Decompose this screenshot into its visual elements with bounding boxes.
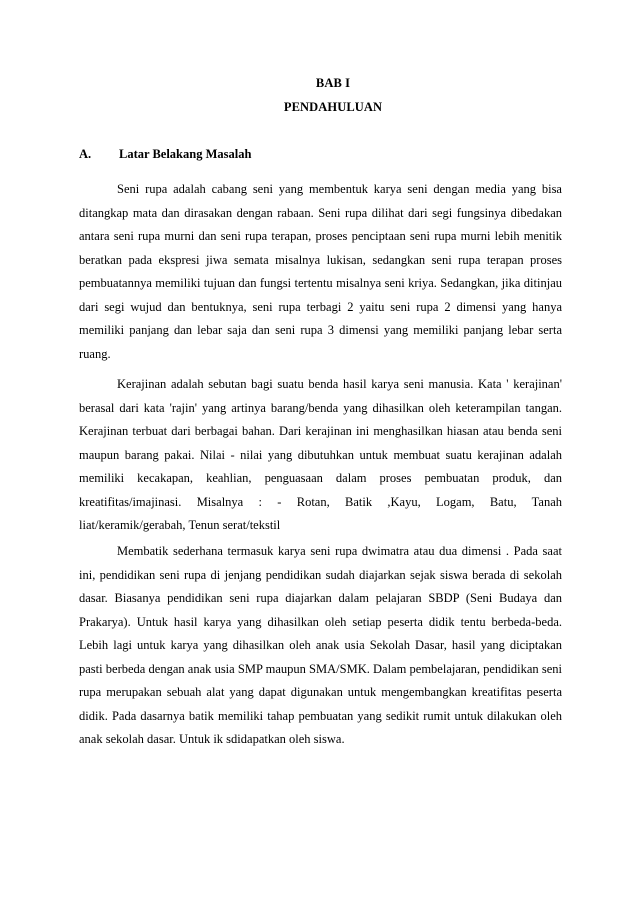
section-title: Latar Belakang Masalah (119, 147, 252, 161)
section-letter: A. (79, 147, 92, 161)
chapter-title: PENDAHULUAN (283, 100, 383, 114)
paragraph-kerajinan: Kerajinan adalah sebutan bagi suatu benda hasil karya seni manusia. Kata ' kerajinan' berasal dari kata 'rajin' yang artinya barang/benda yang dihasilkan oleh keterampilan tangan. Kerajinan terbuat dari berbagai bahan. Dari kerajinan ini menghasilkan hiasan atau benda seni maupun barang pakai. Nilai - nilai yang dibutuhkan untuk membuat suatu kerajinan adalah memiliki kecakapan, keahlian, penguasaan dalam proses pembuatan produk, dan kreatifitas/imajinasi. Misalnya : - Rotan, Batik ,Kayu, Logam, Batu, Tanah liat/keramik/gerabah, Tenun serat/tekstil (79, 377, 562, 532)
chapter-number: BAB I (315, 76, 351, 90)
paragraph-seni-rupa: Seni rupa adalah cabang seni yang membentuk karya seni dengan media yang bisa ditangkap mata dan dirasakan dengan rabaan. Seni rupa dilihat dari segi fungsinya dibedakan antara seni rupa murni dan seni rupa terapan, proses penciptaan seni rupa murni lebih menitik beratkan pada ekspresi jiwa semata misalnya lukisan, sedangkan seni rupa terapan proses pembuatannya memiliki tujuan dan fungsi tertentu misalnya seni kriya. Sedangkan, jika ditinjau dari segi wujud dan bentuknya, seni rupa terbagi 2 yaitu seni rupa 2 dimensi yang hanya memiliki panjang dan lebar saja dan seni rupa 3 dimensi yang memiliki panjang lebar serta ruang. (79, 182, 562, 361)
paragraph-membatik: Membatik sederhana termasuk karya seni rupa dwimatra atau dua dimensi . Pada saat ini, pendidikan seni rupa di jenjang pendidikan sudah diajarkan sejak siswa berada di sekolah dasar. Biasanya pendidikan seni rupa diajarkan dalam pelajaran SBDP (Seni Budaya dan Prakarya). Untuk hasil karya yang dihasilkan oleh setiap peserta didik tentu berbeda-beda. Lebih lagi untuk karya yang dihasilkan oleh anak usia Sekolah Dasar, hasil yang diciptakan pasti berbeda dengan anak usia SMP maupun SMA/SMK. Dalam pembelajaran, pendidikan seni rupa merupakan sebuah alat yang dapat digunakan untuk mengembangkan kreatifitas peserta didik. Pada dasarnya batik memiliki tahap pembuatan yang sedikit rumit untuk dilakukan oleh anak sekolah dasar. Untuk ik sdidapatkan oleh siswa. (79, 544, 562, 746)
